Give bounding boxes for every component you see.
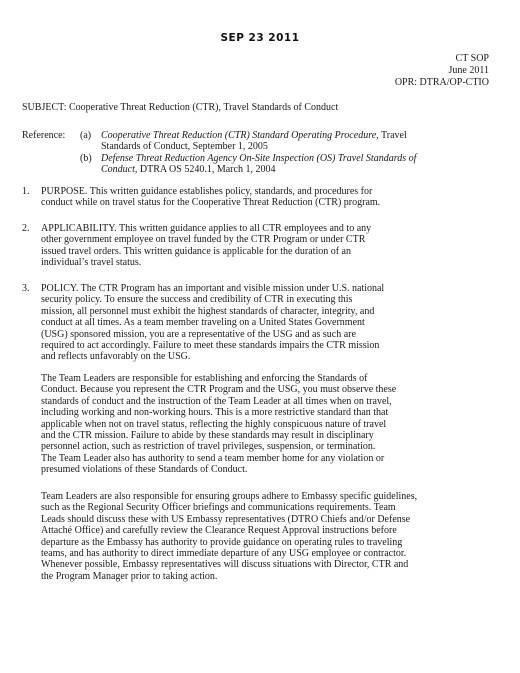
paragraph-line: the Program Manager prior to taking action. <box>41 570 218 582</box>
reference-a-title: Cooperative Threat Reduction (CTR) Standard Operating Procedure, <box>101 130 379 141</box>
paragraph-line: personnel action, such as restriction of travel privileges, suspension, or termination. <box>41 441 376 453</box>
paragraph-line: including working and non-working hours. This is a more restrictive standard than that <box>41 407 389 419</box>
reference-b-tag: (b) <box>80 152 92 164</box>
reference-a-continued: Standards of Conduct, September 1, 2005 <box>101 141 268 153</box>
policy-line: required to act accordingly. Failure to meet these standards impairs the CTR mission <box>41 340 380 352</box>
paragraph-line: Leads should discuss these with US Embassy representatives (DTRO Chiefs and/or Defense <box>41 513 411 525</box>
paragraph-line: standards of conduct and the instruction of the Team Leader at all times when on travel, <box>41 395 392 407</box>
applicability-line: individual’s travel status. <box>41 257 142 269</box>
document-header <box>395 53 489 90</box>
section-number: 1. <box>22 186 30 197</box>
policy-line: mission, all personnel must exhibit the highest standards of character, integrity, and <box>41 305 375 317</box>
policy-paragraph-embassy <box>41 491 501 582</box>
paragraph-line: teams, and has authority to direct immediate departure of any USG employee or contractor. <box>41 548 407 560</box>
section-number: 3. <box>22 283 30 294</box>
paragraph-line: departure as the Embassy has authority to provide guidance on operating rules to traveling <box>41 536 403 548</box>
reference-block <box>22 130 502 176</box>
policy-line: POLICY. The CTR Program has an important and visible mission under U.S. national <box>41 283 385 294</box>
paragraph-line: Conduct. Because you represent the CTR Program and the USG, you must observe these <box>41 384 397 396</box>
purpose-line: conduct while on travel status for the Cooperative Threat Reduction (CTR) program. <box>41 197 381 209</box>
policy-line: security policy. To ensure the success and credibility of CTR in executing this <box>41 294 353 306</box>
header-doc-type: CT SOP <box>455 53 489 64</box>
paragraph-line: and the CTR mission. Failure to abide by these standards may result in disciplinary <box>41 430 374 442</box>
reference-a <box>101 130 502 141</box>
header-opr: OPR: DTRA/OP-CTIO <box>394 77 489 89</box>
purpose-line: PURPOSE. This written guidance establishes policy, standards, and procedures for <box>41 186 373 197</box>
reference-b-continued: Conduct, DTRA OS 5240.1, March 1, 2004 <box>101 164 276 176</box>
policy-line: and reflects unfavorably on the USG. <box>41 351 191 363</box>
paragraph-line: presumed violations of these Standards of Conduct. <box>41 464 248 476</box>
section-applicability <box>22 223 502 269</box>
paragraph-line: such as the Regional Security Officer briefings and communications requirements. Team <box>41 502 396 514</box>
reference-b-title: Defense Threat Reduction Agency On-Site Inspection (OS) Travel Standards of <box>101 152 417 164</box>
section-policy <box>22 283 502 363</box>
paragraph-line: Team Leaders are also responsible for ensuring groups adhere to Embassy specific guidelines, <box>41 491 418 502</box>
policy-paragraph-team-leaders <box>41 373 501 476</box>
policy-line: conduct at all times. As a team member traveling on a United States Government <box>41 317 365 329</box>
reference-label: Reference: <box>22 130 66 141</box>
reference-a-tag: (a) <box>80 130 92 141</box>
section-number: 2. <box>22 223 30 234</box>
paragraph-line: The Team Leaders are responsible for establishing and enforcing the Standards of <box>41 373 368 384</box>
reference-a-rest: Travel <box>378 130 407 141</box>
header-date: June 2011 <box>448 65 489 77</box>
applicability-line: issued travel orders. This written guidance is applicable for the duration of an <box>41 245 351 257</box>
paragraph-line: Attaché Office) and carefully review the Clearance Request Approval instructions before <box>41 525 397 537</box>
paragraph-line: applicable when not on travel status, reflecting the highly conspicuous nature of travel <box>41 418 387 430</box>
received-date-stamp: SEP 23 2011 <box>220 32 300 44</box>
section-purpose <box>22 186 502 209</box>
applicability-line: APPLICABILITY. This written guidance applies to all CTR employees and to any <box>41 223 372 234</box>
applicability-line: other government employee on travel funded by the CTR Program or under CTR <box>41 234 366 246</box>
subject-line: SUBJECT: Cooperative Threat Reduction (CTR), Travel Standards of Conduct <box>22 102 339 113</box>
paragraph-line: The Team Leader also has authority to send a team member home for any violation or <box>41 452 385 464</box>
paragraph-line: Whenever possible, Embassy representatives will discuss situations with Director, CTR and <box>41 559 409 571</box>
policy-line: (USG) sponsored mission, you are a representative of the USG and as such are <box>41 328 356 340</box>
